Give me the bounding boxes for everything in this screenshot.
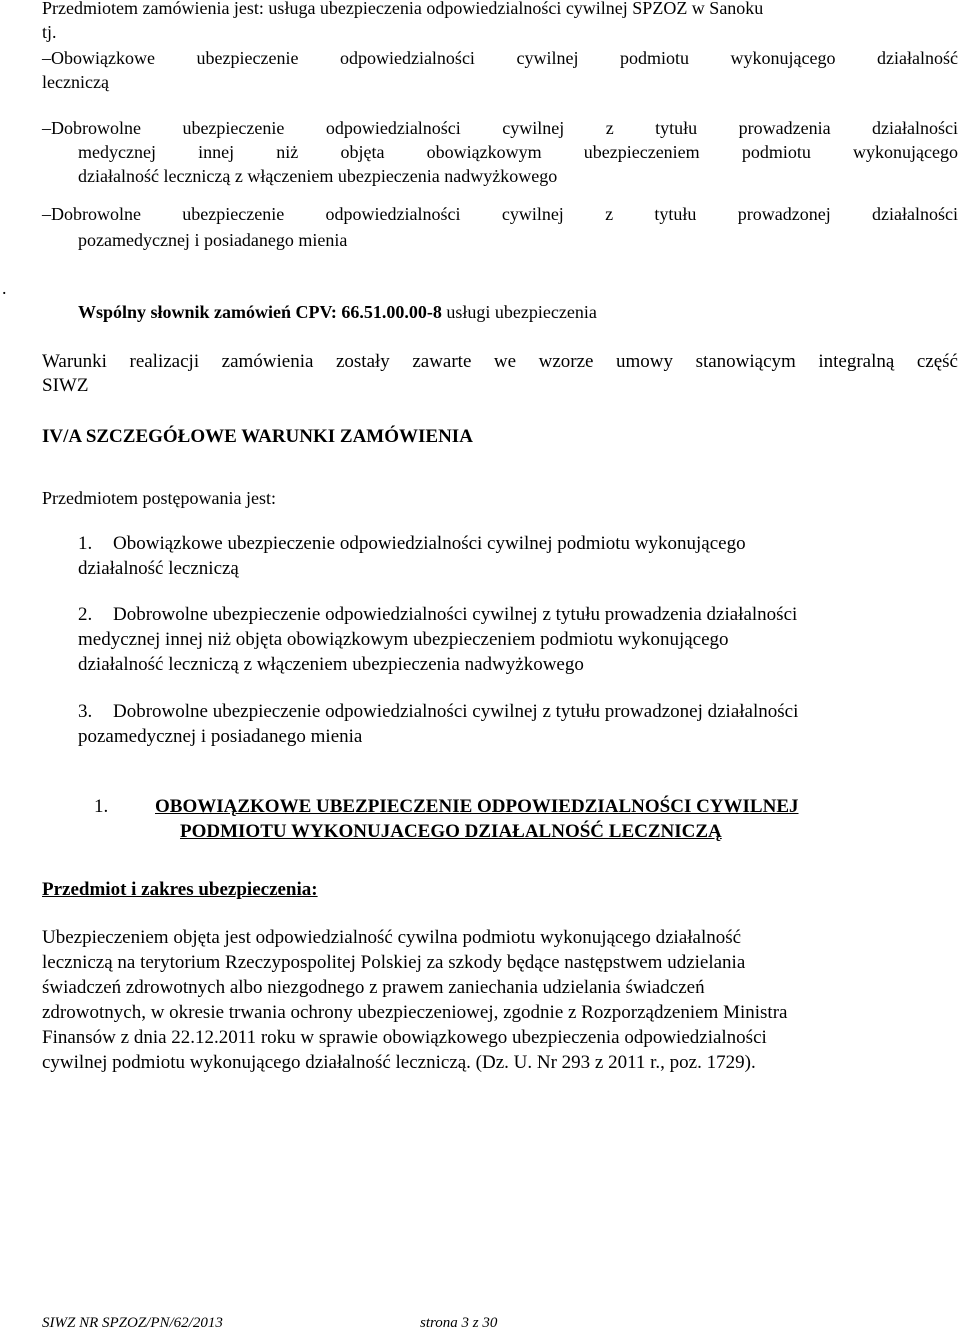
- numbered-item-3-line-2: pozamedycznej i posiadanego mienia: [78, 726, 363, 747]
- numbered-item-1-line-2: działalność leczniczą: [78, 558, 239, 579]
- dash-item-3-line-1: –Dobrowolne ubezpieczenie odpowiedzialności cywilnej z tytułu prowadzonej działalności: [42, 204, 958, 224]
- dash-item-1-line-1: –Obowiązkowe ubezpieczenie odpowiedzialności cywilnej podmiotu wykonującego działalność: [42, 48, 958, 68]
- section1-num: 1.: [94, 796, 109, 817]
- dash-item-1-line-2: leczniczą: [42, 72, 109, 92]
- numbered-item-2-num: 2.: [78, 604, 93, 625]
- section1-title-line-2: PODMIOTU WYKONUJACEGO DZIAŁALNOŚĆ LECZNICZĄ: [180, 821, 722, 842]
- intro-line-2: tj.: [42, 22, 57, 42]
- warunki-line-2: SIWZ: [42, 375, 89, 396]
- cpv-line: [78, 300, 597, 324]
- scope-line-3: świadczeń zdrowotnych albo niezgodnego z prawem zaniechania udzielania świadczeń: [42, 977, 705, 998]
- scope-line-5: Finansów z dnia 22.12.2011 roku w sprawie obowiązkowego ubezpieczenia odpowiedzialności: [42, 1027, 767, 1048]
- numbered-item-1-line-1: Obowiązkowe ubezpieczenie odpowiedzialności cywilnej podmiotu wykonującego: [113, 533, 746, 554]
- section1-title-line-1: OBOWIĄZKOWE UBEZPIECZENIE ODPOWIEDZIALNOŚCI CYWILNEJ: [155, 796, 799, 817]
- cpv-label: Wspólny słownik zamówień CPV: 66.51.00.00-8: [78, 302, 442, 322]
- dash-item-3-line-2: pozamedycznej i posiadanego mienia: [78, 230, 348, 250]
- numbered-item-2-line-1: Dobrowolne ubezpieczenie odpowiedzialności cywilnej z tytułu prowadzenia działalności: [113, 604, 798, 625]
- stray-dot: .: [2, 278, 7, 298]
- footer-reference: SIWZ NR SPZOZ/PN/62/2013: [42, 1315, 223, 1331]
- scope-line-1: Ubezpieczeniem objęta jest odpowiedzialność cywilna podmiotu wykonującego działalność: [42, 927, 742, 948]
- dash-item-2-line-3: działalność leczniczą z włączeniem ubezpieczenia nadwyżkowego: [78, 166, 558, 186]
- numbered-item-3-line-1: Dobrowolne ubezpieczenie odpowiedzialności cywilnej z tytułu prowadzonej działalności: [113, 701, 799, 722]
- scope-line-4: zdrowotnych, w okresie trwania ochrony ubezpieczeniowej, zgodnie z Rozporządzeniem Ministra: [42, 1002, 788, 1023]
- section-heading: IV/A SZCZEGÓŁOWE WARUNKI ZAMÓWIENIA: [42, 426, 473, 447]
- footer-page-number: strona 3 z 30: [420, 1315, 498, 1331]
- intro-line-1: Przedmiotem zamówienia jest: usługa ubezpieczenia odpowiedzialności cywilnej SPZOZ w Sanoku: [42, 0, 764, 18]
- scope-line-6: cywilnej podmiotu wykonującego działalność leczniczą. (Dz. U. Nr 293 z 2011 r., poz. 1729).: [42, 1052, 756, 1073]
- cpv-text: usługi ubezpieczenia: [441, 302, 597, 322]
- numbered-item-3-num: 3.: [78, 701, 93, 722]
- numbered-item-2-line-3: działalność leczniczą z włączeniem ubezpieczenia nadwyżkowego: [78, 654, 584, 675]
- scope-heading: Przedmiot i zakres ubezpieczenia:: [42, 879, 318, 900]
- warunki-line-1: Warunki realizacji zamówienia zostały zawarte we wzorze umowy stanowiącym integralną część: [42, 351, 958, 372]
- scope-line-2: leczniczą na terytorium Rzeczypospolitej Polskiej za szkody będące następstwem udzielania: [42, 952, 746, 973]
- subject-label: Przedmiotem postępowania jest:: [42, 488, 276, 508]
- dash-item-2-line-1: –Dobrowolne ubezpieczenie odpowiedzialności cywilnej z tytułu prowadzenia działalności: [42, 118, 958, 138]
- numbered-item-2-line-2: medycznej innej niż objęta obowiązkowym ubezpieczeniem podmiotu wykonującego: [78, 629, 729, 650]
- dash-item-2-line-2: medycznej innej niż objęta obowiązkowym ubezpieczeniem podmiotu wykonującego: [78, 142, 958, 162]
- numbered-item-1-num: 1.: [78, 533, 93, 554]
